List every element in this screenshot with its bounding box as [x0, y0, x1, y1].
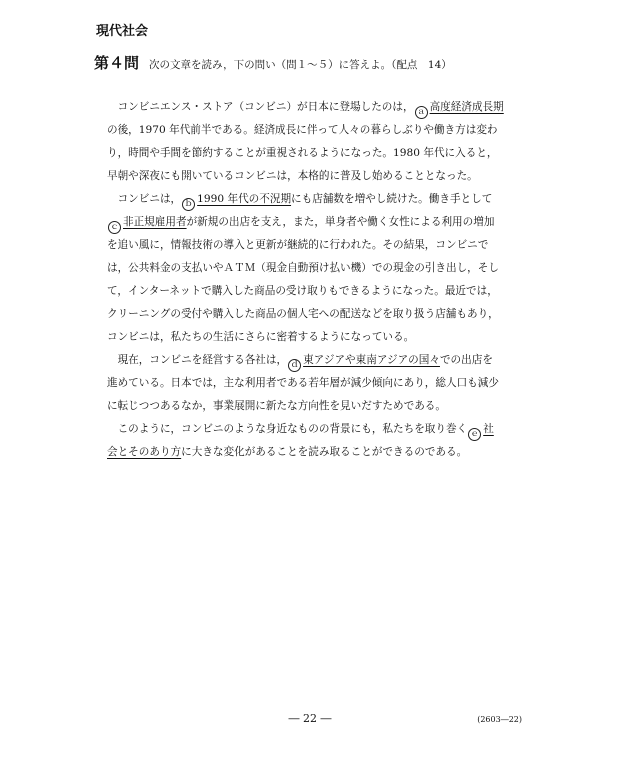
- circled-marker: ｃ: [108, 221, 121, 234]
- passage-text: での出店を: [439, 354, 493, 366]
- underlined-term: 東アジアや東南アジアの国々: [303, 354, 440, 366]
- circled-marker: ｄ: [288, 359, 301, 372]
- passage-line: [107, 326, 527, 349]
- passage-line: [107, 211, 527, 234]
- passage-line: [107, 280, 527, 303]
- question-instruction: 次の文章を読み，下の問い（問１～５）に答えよ。（配点 14）: [149, 59, 452, 71]
- passage-text: を追い風に，情報技術の導入と更新が継続的に行われた。その結果，コンビニで: [107, 239, 489, 251]
- underlined-term: 高度経済成長期: [429, 101, 504, 113]
- page-number: ― 22 ―: [288, 712, 332, 725]
- passage-line: [107, 395, 527, 418]
- question-header: [94, 52, 452, 73]
- passage-line: [107, 165, 527, 188]
- passage-line: [107, 142, 527, 165]
- passage-text: は，公共料金の支払いやＡＴＭ（現金自動預け払い機）での現金の引き出し，そし: [107, 262, 499, 274]
- passage-line: [107, 418, 527, 441]
- question-number: 第４問: [94, 54, 140, 72]
- underlined-term: 1990 年代の不況期: [197, 193, 292, 205]
- passage: [107, 96, 527, 464]
- exam-code: (2603―22): [477, 715, 522, 724]
- passage-text: コンビニは，: [107, 193, 182, 205]
- passage-text: に転じつつあるなか，事業展開に新たな方向性を見いだすためである。: [107, 400, 446, 412]
- passage-text: にも店舗数を増やし続けた。働き手として: [291, 193, 493, 205]
- underlined-term: 非正規雇用者: [123, 216, 187, 228]
- passage-text: コンビニエンス・ストア（コンビニ）が日本に登場したのは，: [107, 101, 414, 113]
- passage-line: [107, 96, 527, 119]
- passage-line: [107, 372, 527, 395]
- passage-text: 現在，コンビニを経営する各社は，: [107, 354, 288, 366]
- circled-marker: ａ: [415, 106, 428, 119]
- passage-line: [107, 257, 527, 280]
- underlined-term: 会とそのあり方: [107, 446, 182, 458]
- subject-title: 現代社会: [96, 24, 149, 39]
- passage-text: て，インターネットで購入した商品の受け取りもできるようになった。最近では，: [107, 285, 498, 297]
- passage-text: の後，1970 年代前半である。経済成長に伴って人々の暮らしぶりや働き方は変わ: [107, 124, 498, 136]
- passage-text: コンビニは，私たちの生活にさらに密着するようになっている。: [107, 331, 415, 343]
- passage-text: このように，コンビニのような身近なものの背景にも，私たちを取り巻く: [107, 423, 468, 435]
- passage-text: が新規の出店を支え，また，単身者や働く女性による利用の増加: [186, 216, 495, 228]
- passage-text: 進めている。日本では，主な利用者である若年層が減少傾向にあり，総人口も減少: [107, 377, 499, 389]
- passage-line: [107, 119, 527, 142]
- passage-line: [107, 188, 527, 211]
- passage-text: り，時間や手間を節約することが重視されるようになった。1980 年代に入ると，: [107, 147, 498, 159]
- passage-text: に大きな変化があることを読み取ることができるのである。: [181, 446, 468, 458]
- circled-marker: ｂ: [182, 198, 195, 211]
- passage-line: [107, 303, 527, 326]
- passage-line: [107, 349, 527, 372]
- underlined-term: 社: [483, 423, 494, 435]
- circled-marker: ｅ: [468, 428, 481, 441]
- passage-text: クリーニングの受付や購入した商品の個人宅への配送などを取り扱う店舗もあり，: [107, 308, 499, 320]
- passage-text: 早朝や深夜にも開いているコンビニは，本格的に普及し始めることとなった。: [107, 170, 478, 182]
- passage-line: [107, 234, 527, 257]
- passage-line: [107, 441, 527, 464]
